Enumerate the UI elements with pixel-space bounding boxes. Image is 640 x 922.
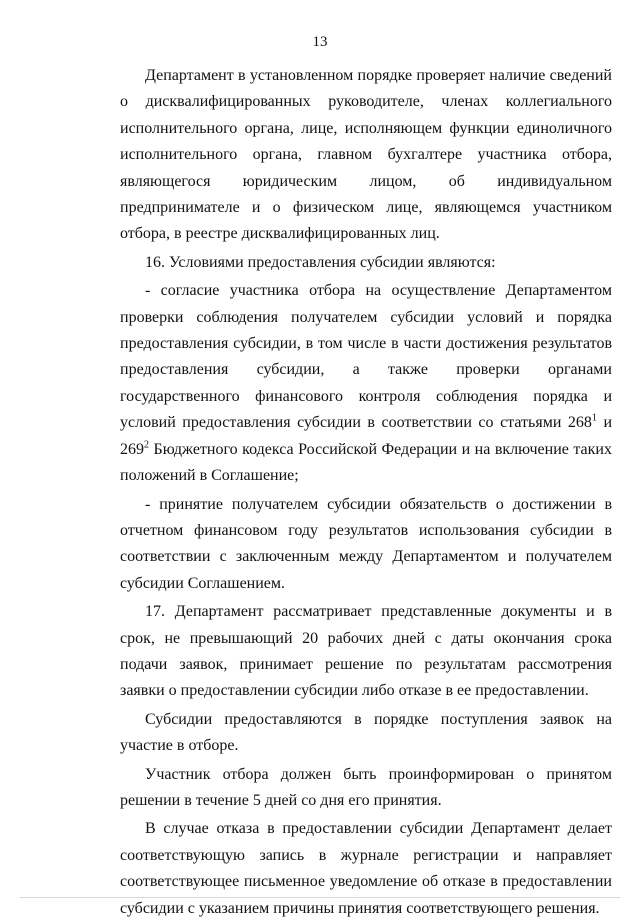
paragraph-section-17: 17. Департамент рассматривает представленные документы и в срок, не превышающий 20 рабочих дней с даты окончания срока подачи заявок, принимает решение по результатам рассмотрения заявки о предоставлении субсидии либо отказе в ее предоставлении. [120, 603, 612, 700]
paragraph-disqualified-registry-check: Департамент в установленном порядке проверяет наличие сведений о дисквалифицированных руководителе, членах коллегиального исполнительного органа, лице, исполняющем функции единоличного исполнительного органа, главном бухгалтере участника отбора, являющегося юридическим лицом, об индивидуальном предпринимателе и о физическом лице, являющемся участником отбора, в реестре дисквалифицированных лиц. [120, 67, 612, 243]
paragraph-obligations-condition: - принятие получателем субсидии обязательств о достижении в отчетном финансовом году результатов использования субсидии в соответствии с заключенным между Департаментом и получателем субсидии Соглашением. [120, 495, 612, 592]
consent-text-middle: и 269 [120, 414, 612, 458]
paragraph-consent-condition [120, 278, 612, 489]
superscript-article-268: 1 [591, 412, 597, 424]
document-body [120, 63, 612, 922]
paragraph-notification-term: Участник отбора должен быть проинформирован о принятом решении в течение 5 дней со дня его принятия. [120, 765, 612, 809]
superscript-article-269: 2 [144, 439, 149, 451]
paragraph-order-of-receipt: Субсидии предоставляются в порядке поступления заявок на участие в отборе. [120, 710, 612, 755]
paragraph-refusal-procedure: В случае отказа в предоставлении субсидии Департамент делает соответствующую запись в журнале регистрации и направляет соответствующее письменное уведомление об отказе в предоставлении субсидии с указанием причины принятия соответствующего решения. [120, 820, 612, 917]
consent-text-end: Бюджетного кодекса Российской Федерации и на включение таких положений в Соглашение; [120, 440, 612, 485]
scan-edge-line [20, 897, 620, 898]
page-number: 13 [312, 34, 328, 50]
paragraph-section-16-heading: 16. Условиями предоставления субсидии являются: [145, 253, 496, 271]
consent-text-start: - согласие участника отбора на осуществление Департаментом проверки соблюдения получателем субсидии условий и порядка предоставления субсидии, в том числе в части достижения результатов предоставления субсидии, а также проверки органами государственного финансового контроля соблюдения порядка и условий предоставления субсидии в соответствии со статьями 268 [120, 282, 612, 432]
